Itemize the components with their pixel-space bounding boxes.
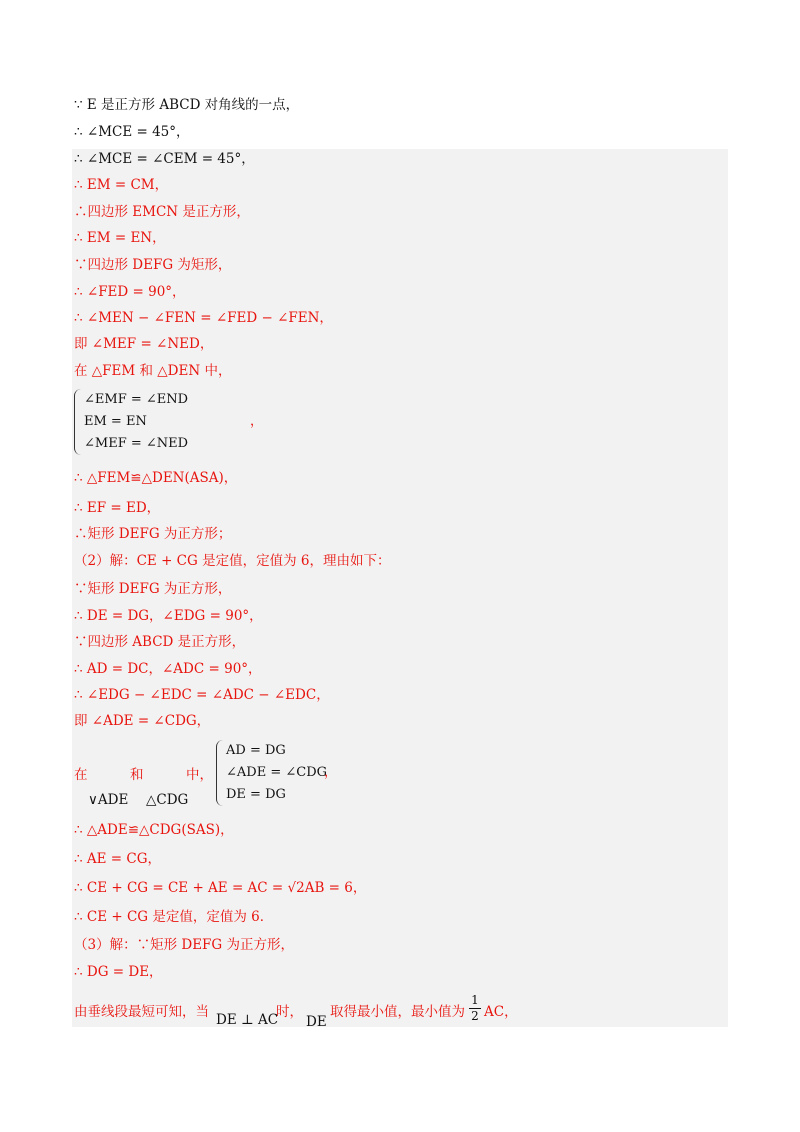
text-line: ∴ ∠MCE = ∠CEM = 45°，	[74, 151, 255, 167]
text-line: ∵四边形 DEFG 为矩形，	[74, 257, 232, 273]
text-line: ∴ DE = DG，∠EDG = 90°，	[74, 608, 263, 624]
text-line: ∴ ∠MCE = 45°，	[74, 124, 190, 140]
text-line: ∴矩形 DEFG 为正方形；	[74, 526, 232, 542]
text-line: 即 ∠ADE = ∠CDG，	[74, 713, 211, 729]
text-line: ∴ △FEM≌△DEN(ASA)，	[74, 470, 238, 486]
text-line: ∴ CE + CG = CE + AE = AC = √2AB = 6，	[74, 880, 367, 896]
system-suffix: ，	[324, 765, 338, 780]
system-row: EM = EN	[84, 414, 147, 429]
text-line: ∵ E 是正方形 ABCD 对角线的一点，	[74, 97, 300, 113]
equation-system-1	[74, 389, 264, 455]
fraction-numerator: 1	[471, 993, 479, 1007]
text-line: ∴ EF = ED，	[74, 500, 161, 516]
de-label: DE	[306, 1014, 327, 1030]
text-line: ∴ CE + CG 是定值，定值为 6．	[74, 909, 274, 925]
text-line: ∴ EM = CM，	[74, 177, 169, 193]
text-line: ∵矩形 DEFG 为正方形，	[74, 581, 232, 597]
condition-de-perp-ac: DE ⊥ AC	[216, 1012, 279, 1028]
text-part2: 时，	[276, 1004, 303, 1020]
text-zhong: 中，	[186, 767, 213, 783]
triangle-ade-label: ∨ADE	[88, 792, 129, 808]
text-line: 即 ∠MEF = ∠NED，	[74, 336, 214, 352]
system-row: ∠MEF = ∠NED	[84, 436, 189, 451]
system-row: DE = DG	[226, 787, 286, 802]
text-part1: 由垂线段最短可知，当	[74, 1004, 209, 1020]
triangle-cdg-label: △CDG	[146, 792, 189, 808]
text-line: ∴ △ADE≌△CDG(SAS)，	[74, 822, 234, 838]
text-line: ∴ AD = DC，∠ADC = 90°，	[74, 661, 262, 677]
text-line: 在 △FEM 和 △DEN 中，	[74, 363, 232, 379]
text-zai: 在	[74, 767, 88, 783]
text-line: ∴ EM = EN，	[74, 230, 166, 246]
system-suffix: ，	[250, 414, 264, 429]
text-line: ∴四边形 EMCN 是正方形，	[74, 204, 250, 220]
text-line: ∴ ∠FED = 90°，	[74, 284, 186, 300]
fraction-denominator: 2	[469, 1008, 481, 1023]
text-line: ∴ ∠EDG − ∠EDC = ∠ADC − ∠EDC，	[74, 687, 330, 703]
text-line: ∴ DG = DE，	[74, 964, 163, 980]
fraction-half	[469, 993, 481, 1023]
text-line: （2）解：CE + CG 是定值，定值为 6，理由如下：	[74, 553, 391, 569]
equation-system-2	[216, 740, 356, 806]
text-he: 和	[130, 767, 144, 783]
system-row: ∠ADE = ∠CDG	[226, 765, 327, 780]
system-row: AD = DG	[226, 743, 286, 758]
text-line: ∵四边形 ABCD 是正方形，	[74, 634, 246, 650]
text-part3: 取得最小值，最小值为	[330, 1004, 465, 1020]
text-line: ∴ ∠MEN − ∠FEN = ∠FED − ∠FEN，	[74, 310, 333, 326]
text-tail: AC，	[484, 1004, 518, 1020]
text-line: （3）解：∵矩形 DEFG 为正方形，	[74, 937, 295, 953]
text-line: ∴ AE = CG，	[74, 851, 161, 867]
system-row: ∠EMF = ∠END	[84, 392, 189, 407]
